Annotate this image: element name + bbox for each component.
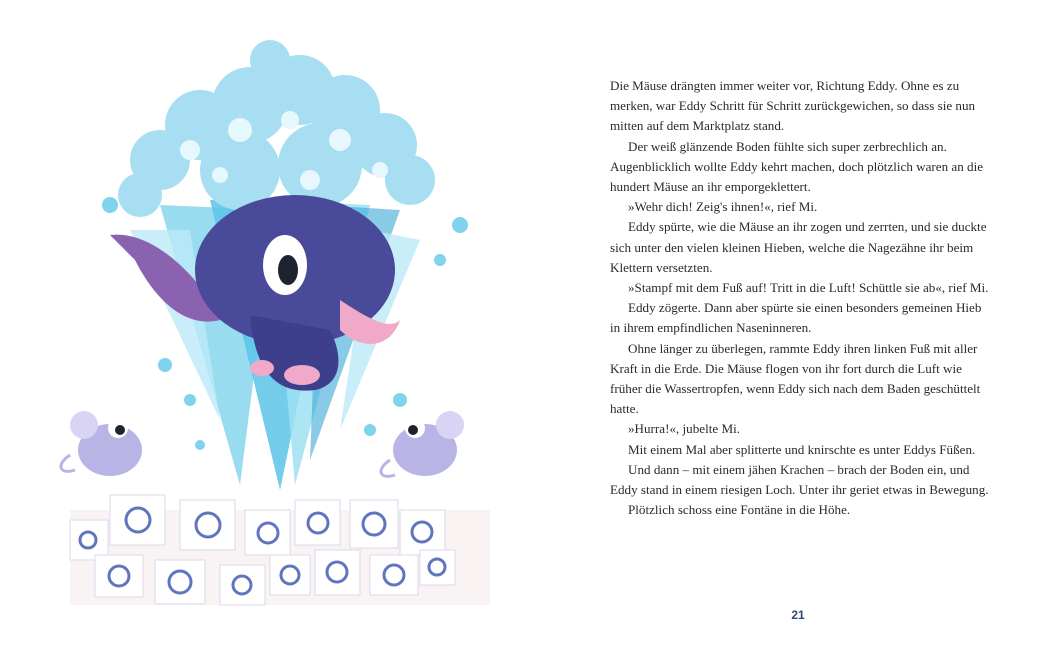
tile-floor (70, 495, 490, 605)
illustration (40, 30, 510, 620)
elephant-fountain-illustration (40, 30, 510, 620)
paragraph: Mit einem Mal aber splitterte und knirschte es unter Eddys Füßen. (628, 441, 976, 457)
paragraph: Der weiß glänzende Boden fühlte sich super zerbrechlich an. Augenblicklich wollte Eddy kehrt machen, doch plötzlich waren an die hundert Mäuse an ihr emporgeklettert. (610, 138, 984, 195)
paragraph: »Stampf mit dem Fuß auf! Tritt in die Luft! Schüttle sie ab«, rief Mi. (628, 280, 989, 296)
foam-cloud (118, 40, 435, 217)
page-number: 21 (791, 608, 805, 622)
paragraph: Plötzlich schoss eine Fontäne in die Höhe. (628, 502, 851, 518)
paragraph: Eddy spürte, wie die Mäuse an ihr zogen und zerrten, und sie duckte sich unter den vielen kleinen Hieben, welche die Nagezähne ihr beim Klettern versetzten. (610, 219, 987, 275)
paragraph: Eddy zögerte. Dann aber spürte sie einen besonders gemeinen Hieb in ihrem empfindlichen Naseninneren. (610, 300, 982, 336)
paragraph: Und dann – mit einem jähen Krachen – brach der Boden ein, und Eddy stand in einem riesigen Loch. Unter ihr geriet etwas in Bewegung. (610, 461, 989, 498)
paragraph: »Wehr dich! Zeig's ihnen!«, rief Mi. (628, 199, 818, 215)
mouse-left (61, 411, 142, 476)
paragraph: Ohne länger zu überlegen, rammte Eddy ihren linken Fuß mit aller Kraft in die Erde. Die Mäuse flogen von ihr fort durch die Luft wie früher die Wassertropfen, wenn Eddy sich nach dem Baden geschüttelt hatte. (610, 340, 981, 417)
paragraph: »Hurra!«, jubelte Mi. (628, 421, 740, 437)
paragraph: Die Mäuse drängten immer weiter vor, Richtung Eddy. Ohne es zu merken, war Eddy Schritt für Schritt zurückgewichen, so dass sie nun mitten auf dem Marktplatz stand. (610, 78, 976, 134)
text-page (610, 76, 992, 520)
mouse-right (381, 411, 464, 476)
